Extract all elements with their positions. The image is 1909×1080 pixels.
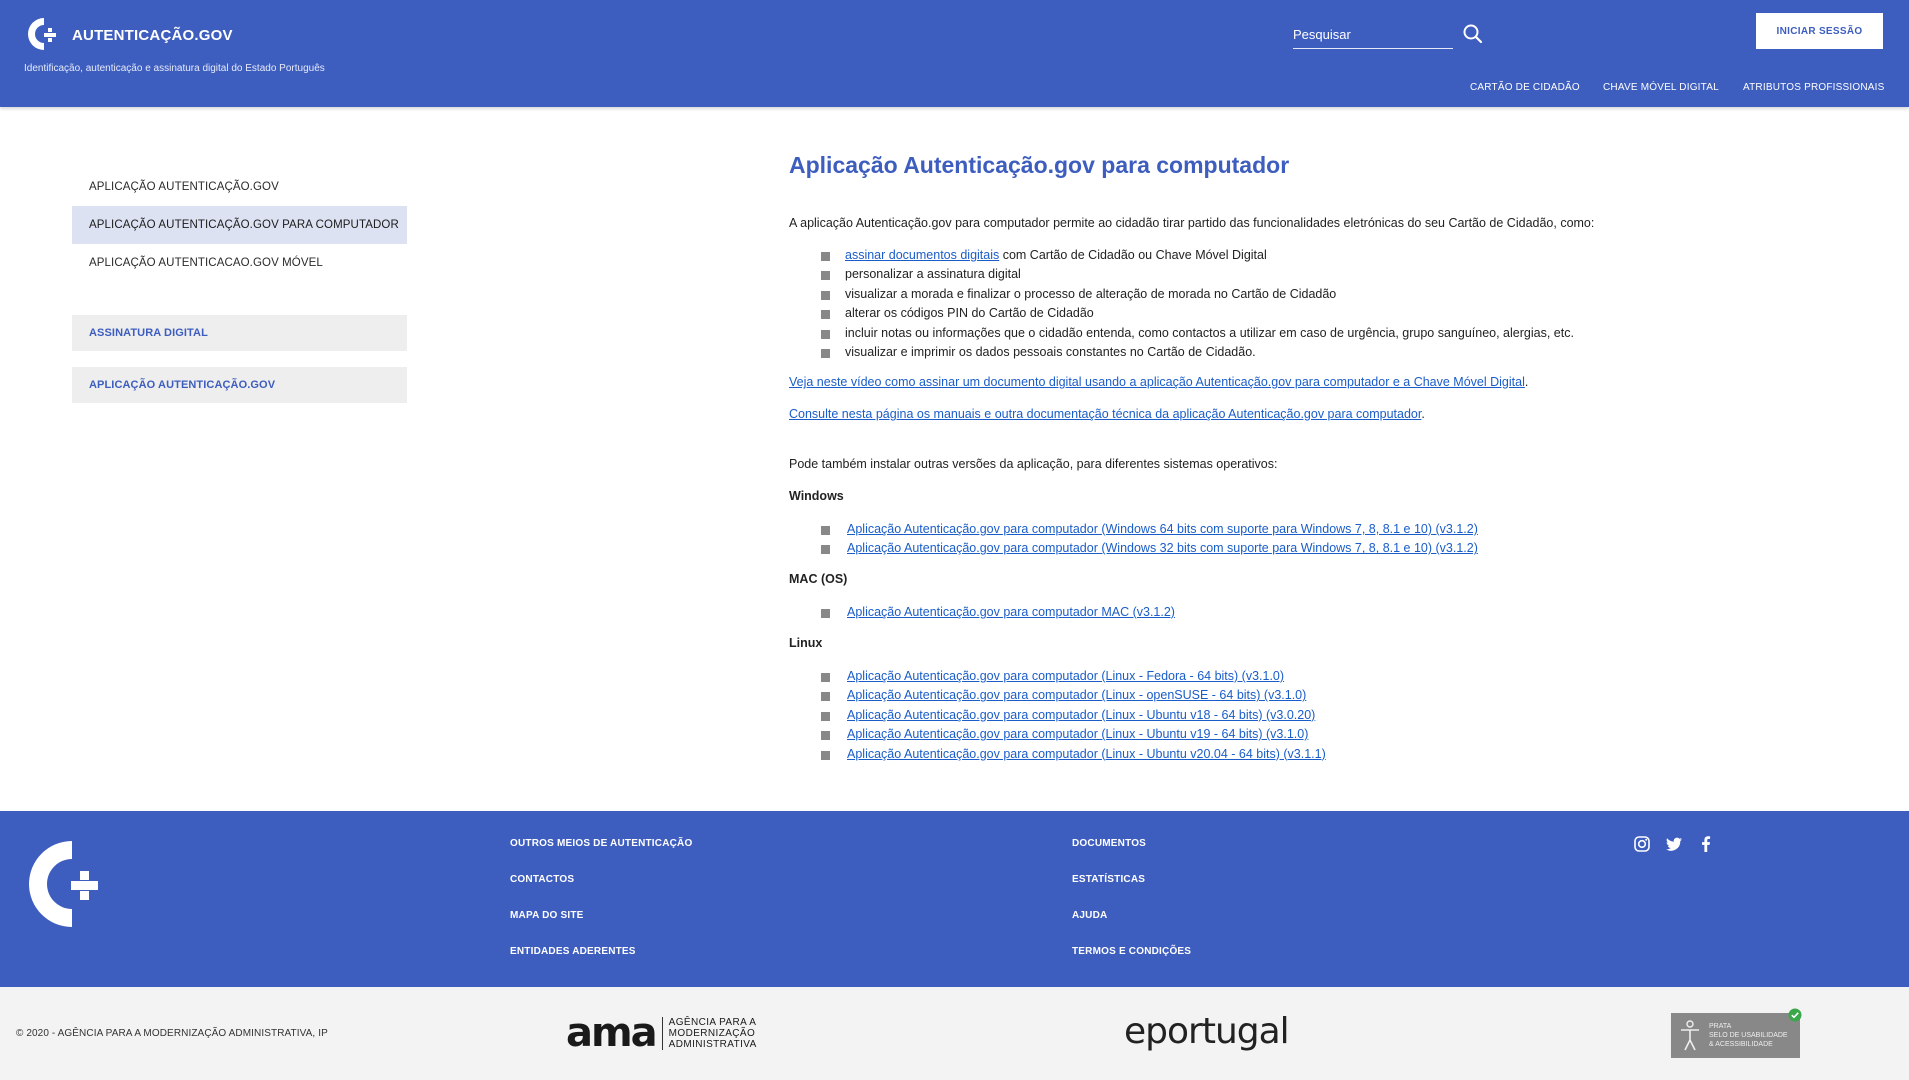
search-box (1293, 20, 1453, 49)
list-item (821, 686, 1326, 705)
manuals-paragraph: Consulte nesta página os manuais e outra documentação técnica da aplicação Autenticação.gov para computador. (789, 407, 1425, 421)
search-icon[interactable] (1462, 23, 1484, 45)
list-item (821, 603, 1175, 622)
twitter-icon[interactable] (1665, 835, 1683, 853)
manuals-link[interactable]: Consulte nesta página os manuais e outra documentação técnica da aplicação Autenticação.gov para computador (789, 407, 1422, 421)
bullet-icon (821, 712, 830, 721)
sidebar-box-aplicacao[interactable]: APLICAÇÃO AUTENTICAÇÃO.GOV (72, 367, 407, 403)
ama-logo[interactable] (566, 1010, 757, 1056)
video-paragraph: Veja neste vídeo como assinar um documento digital usando a aplicação Autenticação.gov para computador e a Chave Móvel Digital. (789, 375, 1529, 389)
footer-link-mapa-site[interactable]: MAPA DO SITE (510, 910, 584, 921)
page-title: Aplicação Autenticação.gov para computador (789, 152, 1290, 178)
video-link[interactable]: Veja neste vídeo como assinar um documento digital usando a aplicação Autenticação.gov para computador e a Chave Móvel Digital (789, 375, 1525, 389)
nav-atributos-profissionais[interactable]: ATRIBUTOS PROFISSIONAIS (1743, 82, 1885, 93)
list-item: incluir notas ou informações que o cidadão entenda, como contactos a utilizar em caso de urgência, grupo sanguíneo, alergias, etc. (821, 324, 1574, 343)
ama-logo-text: AGÊNCIA PARA A MODERNIZAÇÃO ADMINISTRATIVA (662, 1017, 757, 1050)
bullet-icon (821, 692, 830, 701)
seal-text: PRATA SELO DE USABILIDADE & ACESSIBILIDADE (1709, 1023, 1788, 1048)
windows-downloads (821, 520, 1478, 559)
list-item: visualizar a morada e finalizar o processo de alteração de morada no Cartão de Cidadão (821, 285, 1574, 304)
bullet-icon (821, 330, 830, 339)
footer-link-estatisticas[interactable]: ESTATÍSTICAS (1072, 874, 1146, 885)
copyright-text: © 2020 - AGÊNCIA PARA A MODERNIZAÇÃO ADMINISTRATIVA, IP (16, 1028, 328, 1039)
brand-subtitle: Identificação, autenticação e assinatura digital do Estado Português (24, 63, 325, 74)
footer-link-ajuda[interactable]: AJUDA (1072, 910, 1108, 921)
footer-logo-icon (28, 839, 110, 929)
download-mac-link[interactable]: Aplicação Autenticação.gov para computador MAC (v3.1.2) (847, 605, 1175, 619)
list-item (821, 667, 1326, 686)
sidebar-item-aplicacao[interactable]: APLICAÇÃO AUTENTICAÇÃO.GOV (89, 181, 279, 193)
search-input[interactable] (1293, 20, 1423, 48)
bullet-icon (821, 751, 830, 760)
bullet-icon (821, 310, 830, 319)
list-item: personalizar a assinatura digital (821, 265, 1574, 284)
sidebar-box-assinatura-digital[interactable]: ASSINATURA DIGITAL (72, 315, 407, 351)
brand-name: AUTENTICAÇÃO.GOV (72, 26, 233, 44)
footer-link-documentos[interactable]: DOCUMENTOS (1072, 838, 1147, 849)
footer-link-entidades[interactable]: ENTIDADES ADERENTES (510, 946, 636, 957)
bullet-icon (821, 731, 830, 740)
windows-heading: Windows (789, 489, 844, 503)
download-linux-ubuntu18-link[interactable]: Aplicação Autenticação.gov para computador (Linux - Ubuntu v18 - 64 bits) (v3.0.20) (847, 707, 1316, 722)
linux-heading: Linux (789, 636, 823, 650)
bullet-icon (821, 526, 830, 535)
list-item (821, 520, 1478, 539)
sidebar-item-aplicacao-computador[interactable]: APLICAÇÃO AUTENTICAÇÃO.GOV PARA COMPUTADOR (72, 206, 407, 244)
bullet-icon (821, 271, 830, 280)
download-linux-fedora-link[interactable]: Aplicação Autenticação.gov para computador (Linux - Fedora - 64 bits) (v3.1.0) (847, 669, 1285, 683)
ama-logo-word: ama (566, 1010, 656, 1056)
list-item: visualizar e imprimir os dados pessoais constantes no Cartão de Cidadão. (821, 343, 1574, 362)
mac-downloads (821, 603, 1175, 622)
list-item: assinar documentos digitais com Cartão de Cidadão ou Chave Móvel Digital (821, 246, 1574, 265)
list-item (821, 539, 1478, 558)
accessibility-icon (1679, 1020, 1701, 1052)
instagram-icon[interactable] (1633, 835, 1651, 853)
download-linux-opensuse-link[interactable]: Aplicação Autenticação.gov para computador (Linux - openSUSE - 64 bits) (v3.1.0) (847, 688, 1307, 703)
mac-heading: MAC (OS) (789, 572, 848, 586)
brand[interactable] (24, 14, 233, 54)
check-badge-icon (1788, 1008, 1802, 1022)
bullet-icon (821, 609, 830, 618)
bullet-icon (821, 545, 830, 554)
download-windows-32-link[interactable]: Aplicação Autenticação.gov para computador (Windows 32 bits com suporte para Windows 7, 8, 8.1 e 10) (v3.1.2) (847, 541, 1478, 556)
assinar-documentos-link[interactable]: assinar documentos digitais (845, 248, 1000, 262)
list-item (821, 706, 1326, 725)
nav-cartao-cidadao[interactable]: CARTÃO DE CIDADÃO (1470, 82, 1580, 93)
download-windows-64-link[interactable]: Aplicação Autenticação.gov para computador (Windows 64 bits com suporte para Windows 7, 8, 8.1 e 10) (v3.1.2) (847, 522, 1478, 536)
site-header (0, 0, 1909, 107)
list-item (821, 745, 1326, 764)
footer-link-termos[interactable]: TERMOS E CONDIÇÕES (1072, 946, 1192, 957)
bullet-icon (821, 349, 830, 358)
autenticacao-logo-icon (24, 14, 62, 54)
facebook-icon[interactable] (1697, 835, 1715, 853)
bullet-icon (821, 291, 830, 300)
nav-chave-movel-digital[interactable]: CHAVE MÓVEL DIGITAL (1603, 82, 1719, 93)
download-linux-ubuntu20-link[interactable]: Aplicação Autenticação.gov para computador (Linux - Ubuntu v20.04 - 64 bits) (v3.1.1) (847, 746, 1326, 761)
intro-text: A aplicação Autenticação.gov para computador permite ao cidadão tirar partido das funcionalidades eletrónicas do seu Cartão de Cidadão, como: (789, 216, 1595, 230)
eportugal-logo[interactable]: eportugal (1124, 1011, 1289, 1052)
bullet-icon (821, 673, 830, 682)
other-versions-text: Pode também instalar outras versões da aplicação, para diferentes sistemas operativos: (789, 457, 1278, 471)
download-linux-ubuntu19-link[interactable]: Aplicação Autenticação.gov para computador (Linux - Ubuntu v19 - 64 bits) (v3.1.0) (847, 727, 1309, 742)
bottom-bar (0, 987, 1909, 1080)
list-item: alterar os códigos PIN do Cartão de Cidadão (821, 304, 1574, 323)
footer-link-contactos[interactable]: CONTACTOS (510, 874, 575, 885)
linux-downloads (821, 667, 1326, 764)
features-list (821, 246, 1574, 362)
site-footer (0, 811, 1909, 987)
footer-link-outros-meios[interactable]: OUTROS MEIOS DE AUTENTICAÇÃO (510, 838, 693, 849)
sidebar-item-aplicacao-movel[interactable]: APLICAÇÃO AUTENTICACAO.GOV MÓVEL (89, 257, 323, 269)
bullet-icon (821, 252, 830, 261)
accessibility-seal[interactable] (1671, 1013, 1800, 1058)
login-button[interactable]: INICIAR SESSÃO (1756, 13, 1883, 49)
list-item (821, 725, 1326, 744)
